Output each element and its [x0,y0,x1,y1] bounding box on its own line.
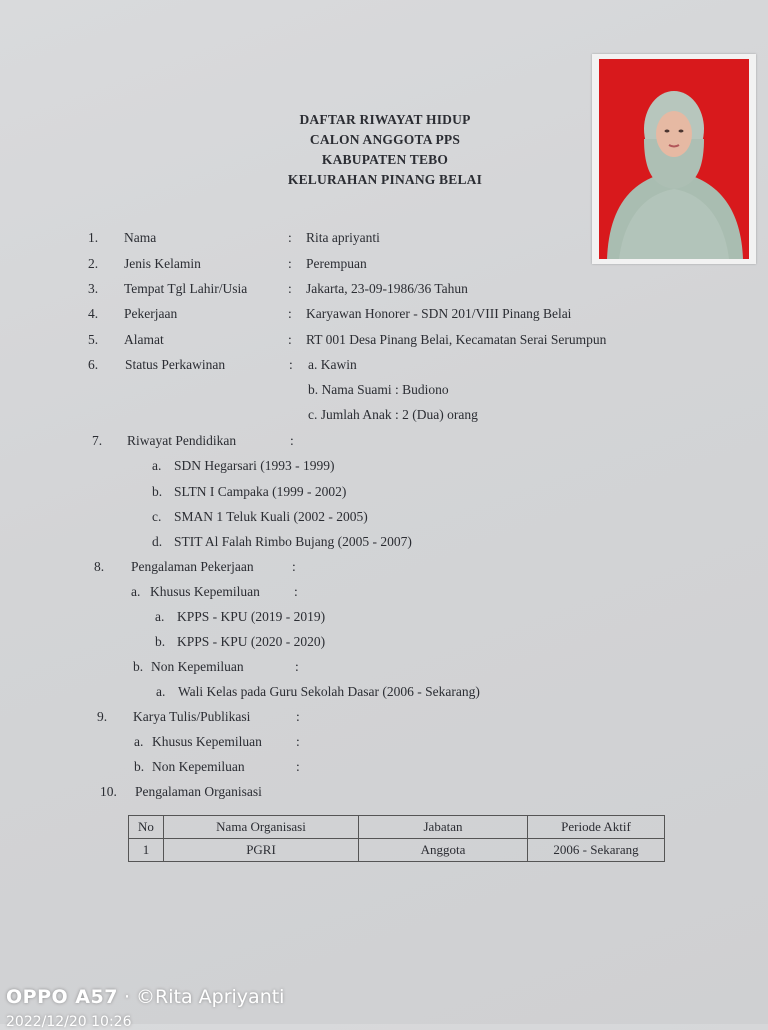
field-colon: : [288,281,292,296]
section-number: 8. [94,559,105,574]
list-marker: a. [155,609,165,624]
organization-label: Pengalaman Organisasi [135,784,262,799]
list-marker: b. [155,634,166,649]
field-colon: : [288,306,292,321]
watermark-credit: ©Rita Apriyanti [136,986,285,1008]
document-title [250,110,520,190]
field-colon: : [292,559,296,574]
column-header-nama-organisasi: Nama Organisasi [164,816,359,839]
column-header-no: No [129,816,164,839]
field-number: 5. [88,332,99,347]
title-line-4: KELURAHAN PINANG BELAI [287,172,483,187]
publications-sub-label-khusus: Khusus Kepemiluan [152,734,262,749]
field-colon: : [288,332,292,347]
field-number: 4. [88,306,99,321]
field-value-jenis-kelamin: Perempuan [306,256,367,271]
work-item: KPPS - KPU (2020 - 2020) [177,634,326,649]
field-colon: : [288,230,292,245]
table-cell-no: 1 [129,839,164,862]
watermark-device: OPPO A57 [6,986,118,1008]
education-item: SMAN 1 Teluk Kuali (2002 - 2005) [174,509,368,524]
field-colon: : [296,709,300,724]
table-row [129,839,665,862]
profile-photo [592,54,756,264]
field-label-nama: Nama [124,230,157,245]
section-number: 7. [92,433,103,448]
field-number: 1. [88,230,99,245]
list-marker: a. [131,584,141,599]
table-cell-jabatan: Anggota [359,839,528,862]
work-sub-label-khusus: Khusus Kepemiluan [150,584,260,599]
field-value-jumlah-anak: c. Jumlah Anak : 2 (Dua) orang [308,407,478,422]
field-value-tempat-tgl-lahir: Jakarta, 23-09-1986/36 Tahun [306,281,468,296]
field-number: 6. [88,357,99,372]
organization-table [128,815,665,862]
field-value-alamat: RT 001 Desa Pinang Belai, Kecamatan Serai Serumpun [306,332,607,347]
column-header-jabatan: Jabatan [359,816,528,839]
column-header-periode-aktif: Periode Aktif [528,816,665,839]
education-item: SLTN I Campaka (1999 - 2002) [174,484,347,499]
section-number: 10. [100,784,117,799]
field-value-status-perkawinan: a. Kawin [308,357,357,372]
field-colon: : [289,357,293,372]
camera-watermark [6,986,284,1008]
list-marker: a. [152,458,162,473]
field-colon: : [290,433,294,448]
field-label-status-perkawinan: Status Perkawinan [125,357,226,372]
field-colon: : [288,256,292,271]
list-marker: b. [134,759,145,774]
field-colon: : [296,734,300,749]
work-sub-label-non: Non Kepemiluan [151,659,244,674]
field-colon: : [295,659,299,674]
table-cell-nama-organisasi: PGRI [164,839,359,862]
title-line-2: CALON ANGGOTA PPS [309,132,461,147]
title-line-1: DAFTAR RIWAYAT HIDUP [299,112,471,127]
list-marker: b. [152,484,163,499]
field-label-tempat-tgl-lahir: Tempat Tgl Lahir/Usia [124,281,248,296]
work-item: KPPS - KPU (2019 - 2019) [177,609,326,624]
watermark-separator: · [117,986,137,1008]
education-item: SDN Hegarsari (1993 - 1999) [174,458,335,473]
field-colon: : [296,759,300,774]
education-item: STIT Al Falah Rimbo Bujang (2005 - 2007) [174,534,412,549]
table-cell-periode-aktif: 2006 - Sekarang [528,839,665,862]
list-marker: d. [152,534,163,549]
work-item: Wali Kelas pada Guru Sekolah Dasar (2006 - Sekarang) [178,684,480,699]
field-number: 3. [88,281,99,296]
field-value-nama: Rita apriyanti [306,230,380,245]
table-header-row [129,816,665,839]
publications-sub-label-non: Non Kepemiluan [152,759,245,774]
list-marker: b. [133,659,144,674]
profile-photo-image [599,59,749,259]
work-label: Pengalaman Pekerjaan [131,559,254,574]
section-number: 9. [97,709,108,724]
watermark-datetime: 2022/12/20 10:26 [6,1014,132,1030]
field-value-pekerjaan: Karyawan Honorer - SDN 201/VIII Pinang Belai [306,306,572,321]
field-label-jenis-kelamin: Jenis Kelamin [124,256,201,271]
list-marker: c. [152,509,162,524]
field-colon: : [294,584,298,599]
field-label-pekerjaan: Pekerjaan [124,306,178,321]
title-line-3: KABUPATEN TEBO [321,152,449,167]
field-value-nama-suami: b. Nama Suami : Budiono [308,382,449,397]
list-marker: a. [134,734,144,749]
list-marker: a. [156,684,166,699]
education-label: Riwayat Pendidikan [127,433,237,448]
publications-label: Karya Tulis/Publikasi [133,709,251,724]
field-label-alamat: Alamat [124,332,164,347]
field-number: 2. [88,256,99,271]
